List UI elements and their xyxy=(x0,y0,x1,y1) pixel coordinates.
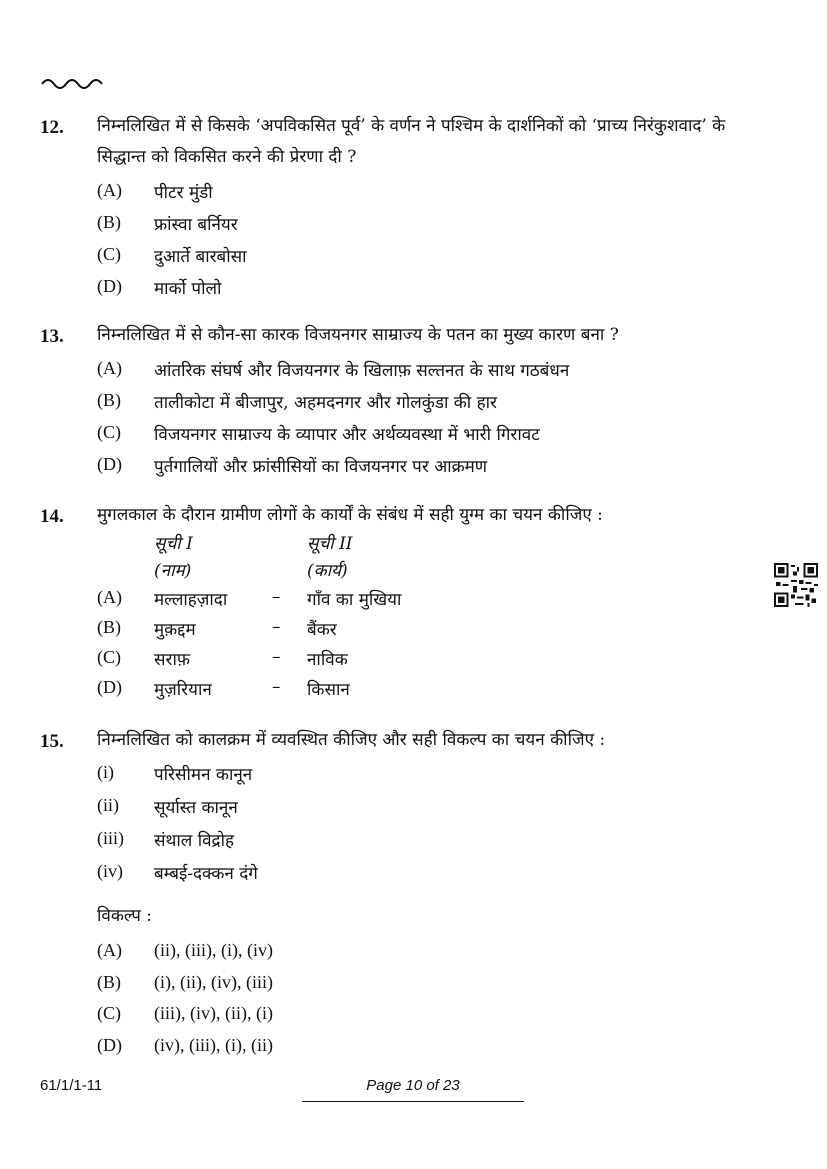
page-number: Page 10 of 23 xyxy=(366,1077,460,1094)
list-2-heading: सूची II xyxy=(307,534,353,554)
question-number: 14. xyxy=(40,506,64,527)
option-label: (A) xyxy=(97,180,122,200)
option-text: (iv), (iii), (i), (ii) xyxy=(154,1035,273,1055)
question-text: निम्नलिखित में से किसके ‘अपविकसित पूर्व’ के वर्णन ने पश्चिम के दार्शनिकों को ‘प्राच्य निरंकुशवाद’ के सिद्धान्त को विकसित करने की प्रेरणा दी ? xyxy=(97,116,726,167)
option-label: (A) xyxy=(97,358,122,378)
option-text: (ii), (iii), (i), (iv) xyxy=(154,940,273,960)
item-label: (ii) xyxy=(97,795,119,815)
question-text: निम्नलिखित को कालक्रम में व्यवस्थित कीजिए और सही विकल्प का चयन कीजिए : xyxy=(97,730,606,750)
pair-left: मुक़द्दम xyxy=(154,620,196,640)
question-number: 15. xyxy=(40,731,64,752)
option-label: (C) xyxy=(97,422,121,442)
option-label: (B) xyxy=(97,212,121,232)
option-text: विजयनगर साम्राज्य के व्यापार और अर्थव्यवस्था में भारी गिरावट xyxy=(154,425,540,445)
footer-divider xyxy=(302,1101,524,1102)
option-label: (B) xyxy=(97,972,121,992)
question-number: 12. xyxy=(40,117,64,138)
pair-right: किसान xyxy=(307,680,350,700)
question-text: निम्नलिखित में से कौन-सा कारक विजयनगर साम्राज्य के पतन का मुख्य कारण बना ? xyxy=(97,325,619,345)
wave-ornament xyxy=(40,72,106,92)
option-label: (B) xyxy=(97,617,121,637)
option-text: दुआर्ते बारबोसा xyxy=(154,247,247,267)
qr-code-icon xyxy=(774,563,818,607)
option-text: पुर्तगालियों और फ्रांसीसियों का विजयनगर पर आक्रमण xyxy=(154,457,488,477)
pair-right: गाँव का मुखिया xyxy=(307,590,402,610)
item-label: (iv) xyxy=(97,861,123,881)
pair-right: नाविक xyxy=(307,650,348,670)
option-label: (D) xyxy=(97,677,122,697)
option-text: पीटर मुंडी xyxy=(154,183,213,203)
item-label: (i) xyxy=(97,762,114,782)
option-label: (C) xyxy=(97,244,121,264)
option-label: (A) xyxy=(97,940,122,960)
option-label: (C) xyxy=(97,1003,121,1023)
item-text: परिसीमन कानून xyxy=(154,765,253,785)
item-text: संथाल विद्रोह xyxy=(154,831,234,851)
option-text: फ्रांस्वा बर्नियर xyxy=(154,215,238,235)
option-text: आंतरिक संघर्ष और विजयनगर के खिलाफ़ सल्तनत के साथ गठबंधन xyxy=(154,361,570,381)
pair-dash: – xyxy=(272,677,281,697)
item-text: बम्बई-दक्कन दंगे xyxy=(154,864,258,884)
option-text: मार्को पोलो xyxy=(154,279,222,299)
paper-code: 61/1/1-11 xyxy=(40,1077,103,1094)
question-number: 13. xyxy=(40,326,64,347)
list-2-subheading: (कार्य) xyxy=(307,561,348,581)
pair-dash: – xyxy=(272,587,281,607)
option-label: (A) xyxy=(97,587,122,607)
option-label: (D) xyxy=(97,1035,122,1055)
pair-left: सराफ़ xyxy=(154,650,190,670)
pair-left: मल्लाहज़ादा xyxy=(154,590,228,610)
question-text: मुगलकाल के दौरान ग्रामीण लोगों के कार्यों के संबंध में सही युग्म का चयन कीजिए : xyxy=(97,505,603,525)
pair-right: बैंकर xyxy=(307,620,337,640)
option-label: (D) xyxy=(97,454,122,474)
item-text: सूर्यास्त कानून xyxy=(154,798,238,818)
option-text: (i), (ii), (iv), (iii) xyxy=(154,972,273,992)
pair-left: मुज़रियान xyxy=(154,680,212,700)
option-text: (iii), (iv), (ii), (i) xyxy=(154,1003,273,1023)
option-label: (D) xyxy=(97,276,122,296)
item-label: (iii) xyxy=(97,828,124,848)
option-text: तालीकोटा में बीजापुर, अहमदनगर और गोलकुंडा की हार xyxy=(154,393,497,413)
pair-dash: – xyxy=(272,647,281,667)
list-1-subheading: (नाम) xyxy=(154,561,192,581)
option-label: (B) xyxy=(97,390,121,410)
option-label: (C) xyxy=(97,647,121,667)
pair-dash: – xyxy=(272,617,281,637)
choices-label: विकल्प : xyxy=(97,906,152,926)
list-1-heading: सूची I xyxy=(154,534,193,554)
